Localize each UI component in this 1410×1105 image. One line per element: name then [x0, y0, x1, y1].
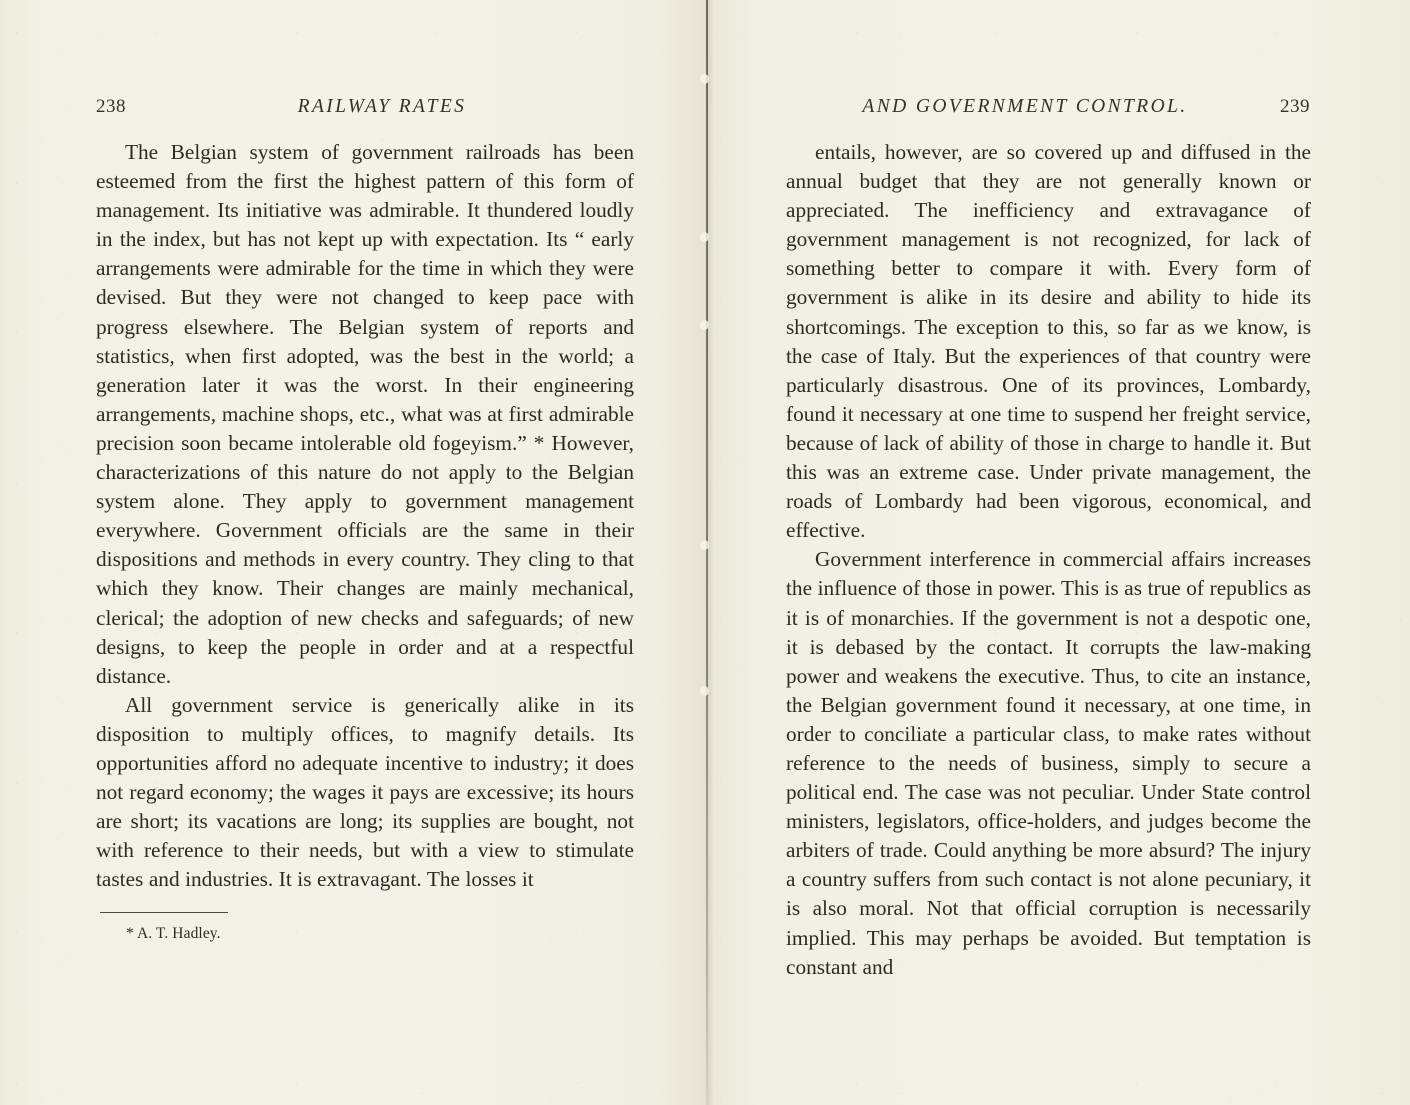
paragraph: All government service is generically alike in its disposition to multiply offices, to magnify details. Its opportunities afford no adequate incentive to industry; it does not regard economy; the wages it pays are excessive; its hours are short; its vacations are long; its supplies are bought, not with reference to their needs, but with a view to stimulate tastes and industries. It is extravagant. The losses it	[96, 692, 634, 892]
paragraph: Government interference in commercial affairs increases the influence of those in power. This is as true of republics as it is of monarchies. If the government is not a despotic one, it is debased by the contact. It corrupts the law-making power and weakens the executive. Thus, to cite an instance, the Belgian government found it necessary, at one time, in order to conciliate a particular class, to make rates without reference to the needs of business, simply to secure a political end. The case was not peculiar. Under State control ministers, legislators, office-holders, and judges become the arbiters of trade. Could anything be more absurd? The injury a country suffers from such contact is not alone pecuniary, it is also moral. Not that official corruption is necessarily implied. This may perhaps be avoided. But temptation is constant and	[786, 547, 1311, 979]
right-running-title: AND GOVERNMENT CONTROL.	[862, 96, 1188, 117]
right-running-head	[786, 96, 1310, 122]
binding-stitch	[700, 74, 709, 84]
book-gutter	[706, 0, 708, 1105]
paragraph: The Belgian system of government railroads has been esteemed from the first the highest pattern of this form of management. Its initiative was admirable. It thundered loudly in the index, but has not kept up with expectation. Its “ early arrangements were admirable for the time in which they were devised. But they were not changed to keep pace with progress elsewhere. The Belgian system of reports and statistics, when first adopted, was the best in the world; a generation later it was the worst. In their engineering arrangements, machine shops, etc., what was at first admirable precision soon became intolerable old fogeyism.” * However, characterizations of this nature do not apply to the Belgian system alone. They apply to government management everywhere. Government officials are the same in their dispositions and methods in every country. They cling to that which they know. Their changes are mainly mechanical, clerical; the adoption of new checks and safeguards; of new designs, to keep the people in order and at a respectful distance.	[96, 140, 634, 688]
paragraph: entails, however, are so covered up and diffused in the annual budget that they are not generally known or appreciated. The inefficiency and extravagance of government management is not recognized, for lack of something better to compare it with. Every form of government is alike in its desire and ability to hide its shortcomings. The exception to this, so far as we know, is the case of Italy. But the experiences of that country were particularly disastrous. One of its provinces, Lombardy, found it necessary at one time to suspend her freight service, because of lack of ability of those in charge to handle it. But this was an extreme case. Under private management, the roads of Lombardy had been vigorous, economical, and effective.	[786, 140, 1311, 543]
left-running-title: RAILWAY RATES	[297, 96, 467, 117]
footnote-text: * A. T. Hadley.	[126, 925, 221, 942]
left-text-column	[96, 138, 634, 894]
binding-stitch	[700, 686, 709, 696]
left-page-number: 238	[96, 96, 126, 117]
binding-stitch	[700, 540, 709, 550]
right-page-number: 239	[1280, 96, 1310, 117]
footnote-block	[96, 912, 634, 943]
footnote-separator-rule	[100, 912, 228, 913]
binding-stitch	[700, 232, 709, 242]
right-text-column	[786, 138, 1311, 982]
binding-stitch	[700, 320, 709, 330]
left-running-head	[96, 96, 632, 122]
